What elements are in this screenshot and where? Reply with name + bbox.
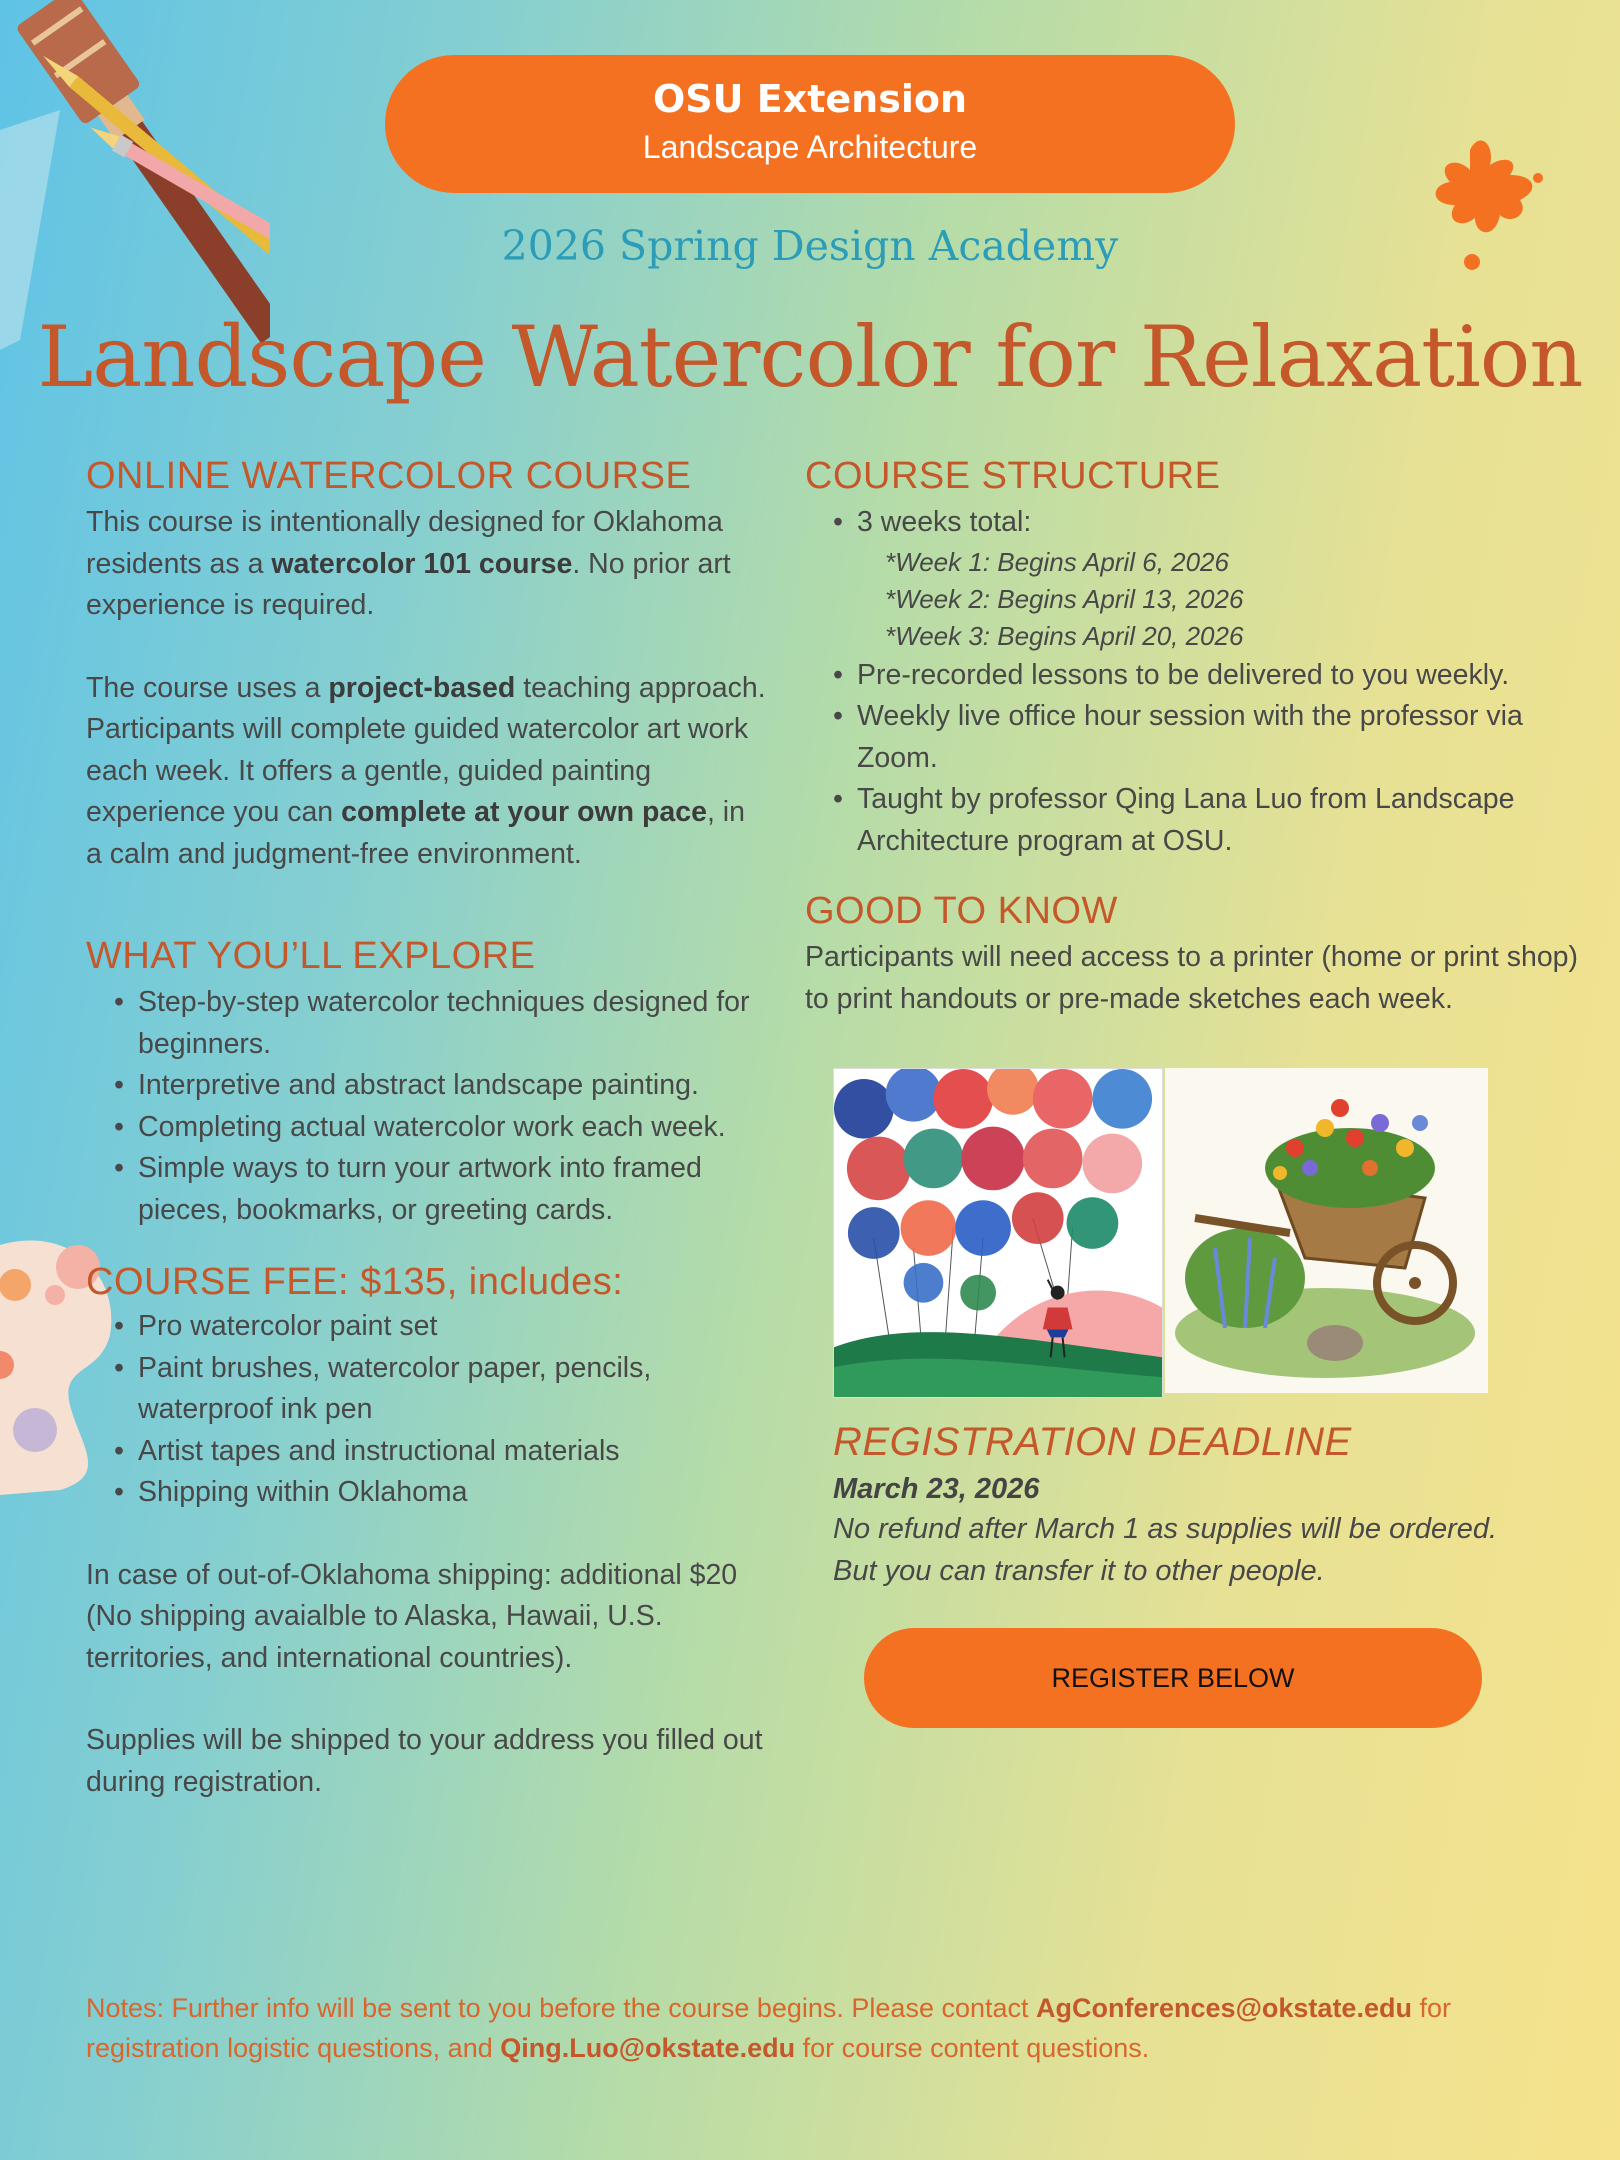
- online-paragraph-2: [86, 668, 766, 876]
- list-item: • Pre-recorded lessons to be delivered to you weekly.: [825, 655, 1595, 697]
- list-item: • Artist tapes and instructional materials: [106, 1431, 766, 1473]
- email-link-qing-luo[interactable]: Qing.Luo@okstate.edu: [500, 2033, 796, 2063]
- text: for course content questions.: [795, 2033, 1150, 2063]
- structure-list-2: [805, 655, 1595, 863]
- online-heading: ONLINE WATERCOLOR COURSE: [86, 455, 692, 497]
- good-heading: GOOD TO KNOW: [805, 890, 1118, 932]
- explore-list: [86, 982, 766, 1231]
- page-title: Landscape Watercolor for Relaxation: [37, 308, 1583, 406]
- dept-name: Landscape Architecture: [642, 129, 978, 165]
- list-item: • Interpretive and abstract landscape painting.: [106, 1065, 766, 1107]
- list-item: • Taught by professor Qing Lana Luo from Landscape Architecture program at OSU.: [825, 779, 1595, 862]
- text: This course is intentionally designed for Oklahoma residents as a: [86, 506, 723, 580]
- bold-text: watercolor 101 course: [271, 547, 573, 580]
- balloon-painting-image: [833, 1068, 1163, 1398]
- list-item: • Paint brushes, watercolor paper, pencils, waterproof ink pen: [106, 1348, 766, 1431]
- list-item: • Pro watercolor paint set: [106, 1306, 766, 1348]
- registration-heading: REGISTRATION DEADLINE: [833, 1420, 1352, 1464]
- supplies-note: Supplies will be shipped to your address you filled out during registration.: [86, 1724, 763, 1798]
- structure-list: [805, 502, 1595, 544]
- email-link-agconferences[interactable]: AgConferences@okstate.edu: [1036, 1993, 1412, 2023]
- paintbrushes-icon: [0, 0, 270, 360]
- registration-date: March 23, 2026: [833, 1473, 1040, 1505]
- fee-heading: COURSE FEE: $135, includes:: [86, 1261, 624, 1303]
- structure-heading: COURSE STRUCTURE: [805, 455, 1221, 497]
- left-column: [86, 455, 766, 1803]
- registration-section: [833, 1420, 1593, 1592]
- text: for registration logistic questions, and: [86, 1993, 1451, 2063]
- bold-text: complete at your own pace: [341, 796, 707, 828]
- list-item: • Shipping within Oklahoma: [106, 1472, 766, 1514]
- week-3: *Week 3: Begins April 20, 2026: [885, 620, 1244, 651]
- wheelbarrow-painting-image: [1165, 1068, 1488, 1393]
- list-item: • Step-by-step watercolor techniques designed for beginners.: [106, 982, 766, 1065]
- good-text: Participants will need access to a printer (home or print shop) to print handouts or pre-made sketches each week.: [805, 941, 1579, 1015]
- event-subtitle: 2026 Spring Design Academy: [501, 222, 1119, 270]
- week-2: *Week 2: Begins April 13, 2026: [885, 583, 1244, 614]
- list-item: • Weekly live office hour session with the professor via Zoom.: [825, 696, 1595, 779]
- week-1: *Week 1: Begins April 6, 2026: [885, 546, 1229, 577]
- online-paragraph-1: [86, 502, 766, 627]
- footer-notes: [86, 1988, 1586, 2068]
- header-banner: [385, 55, 1235, 193]
- text: The course uses a: [86, 671, 329, 704]
- text: Notes: Further info will be sent to you before the course begins. Please contact: [86, 1993, 1037, 2023]
- org-name: OSU Extension: [652, 77, 968, 121]
- text: teaching approach. Participants will complete guided watercolor art work each week. It offers a gentle, guided painting experience you can: [86, 671, 766, 828]
- list-item: • 3 weeks total:: [825, 502, 1595, 544]
- list-item: • Simple ways to turn your artwork into framed pieces, bookmarks, or greeting cards.: [106, 1148, 766, 1231]
- list-item: • Completing actual watercolor work each week.: [106, 1107, 766, 1149]
- register-button[interactable]: REGISTER BELOW: [864, 1628, 1482, 1728]
- refund-note: No refund after March 1 as supplies will be ordered.: [833, 1513, 1498, 1545]
- text: , in a calm and judgment-free environment.: [86, 796, 745, 870]
- right-column: [805, 455, 1595, 1020]
- fee-list: [86, 1306, 766, 1514]
- transfer-note: But you can transfer it to other people.: [833, 1555, 1325, 1587]
- bold-text: project-based: [328, 671, 516, 704]
- text: . No prior art experience is required.: [86, 547, 731, 621]
- shipping-note: In case of out-of-Oklahoma shipping: additional $20 (No shipping avaialble to Alaska, Hawaii, U.S. territories, and international countries).: [86, 1558, 738, 1674]
- explore-heading: WHAT YOU’LL EXPLORE: [86, 935, 536, 977]
